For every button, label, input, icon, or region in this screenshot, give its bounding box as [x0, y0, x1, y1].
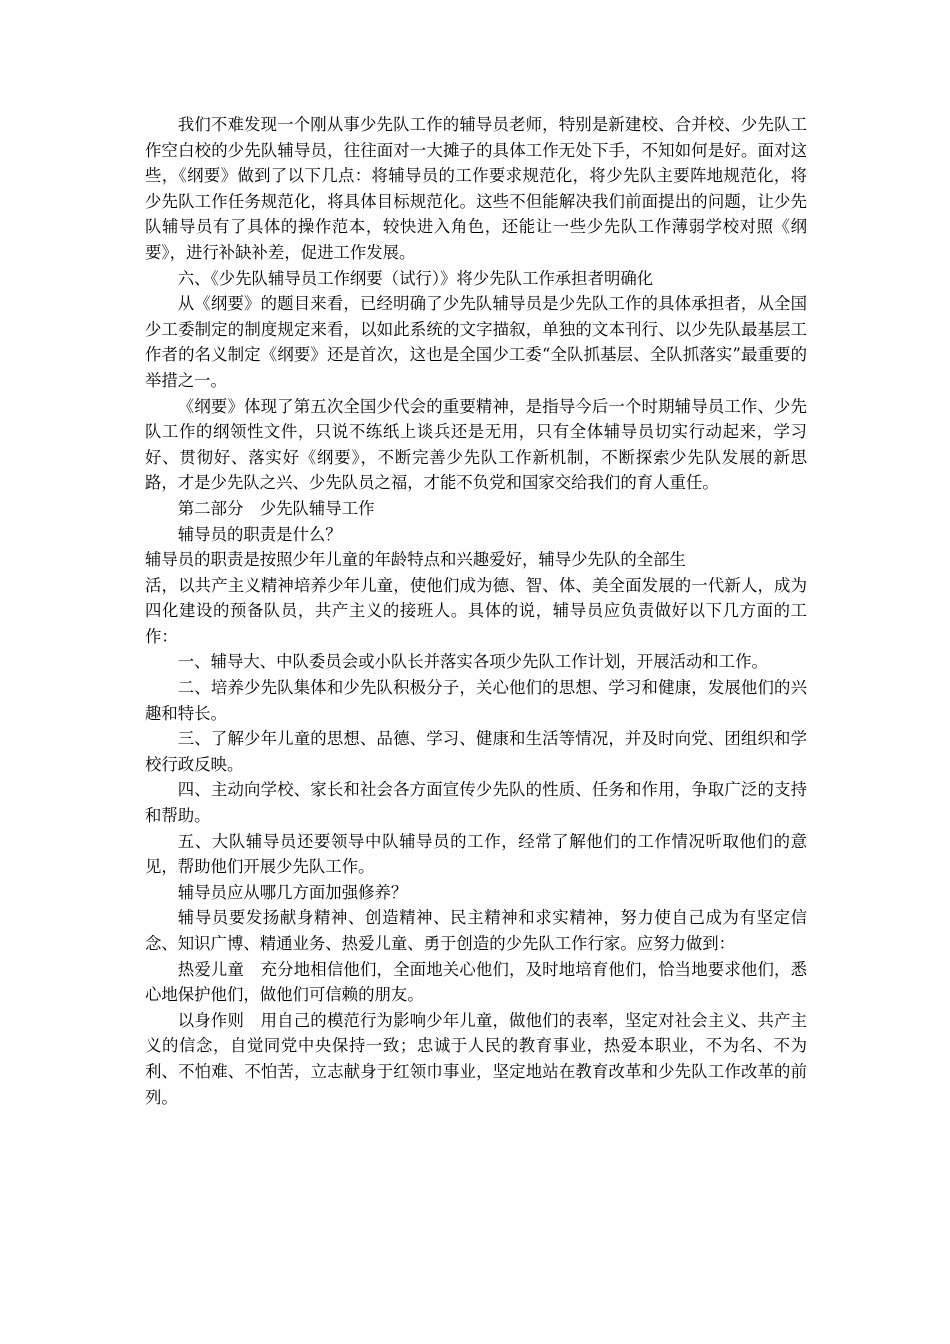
duty-item-four: 四、主动向学校、家长和社会各方面宣传少先队的性质、任务和作用，争取广泛的支持和帮助。: [145, 780, 807, 826]
part-two-heading: 第二部分 少先队辅导工作: [177, 498, 375, 518]
paragraph-title-meaning: 从《纲要》的题目来看，已经明确了少先队辅导员是少先队工作的具体承担者，从全国少工委制定的制度规定来看，以如此系统的文字描叙，单独的文本刊行、以少先队最基层工作者的名义制定《纲要》还是首次，这也是全国少工委“全队抓基层、全队抓落实”最重要的举措之一。: [145, 294, 807, 390]
document-body: [145, 112, 807, 1110]
paragraph-outline-spirit: 《纲要》体现了第五次全国少代会的重要精神，是指导今后一个时期辅导员工作、少先队工作的纲领性文件，只说不练纸上谈兵还是无用，只有全体辅导员切实行动起来，学习好、贯彻好、落实好《纲要》，不断完善少先队工作新机制，不断探索少先队发展的新思路，才是少先队之兴、少先队员之福，才能不负党和国家交给我们的育人重任。: [145, 396, 807, 493]
duty-item-three: 三、了解少年儿童的思想、品德、学习、健康和生活等情况，并及时向党、团组织和学校行政反映。: [145, 729, 807, 774]
paragraph-cultivation: 辅导员要发扬献身精神、创造精神、民主精神和求实精神，努力使自己成为有坚定信念、知识广博、精通业务、热爱儿童、勇于创造的少先队工作行家。应努力做到：: [145, 908, 807, 953]
question-cultivation: 辅导员应从哪几方面加强修养？: [177, 882, 408, 902]
duty-item-one: 一、辅导大、中队委员会或小队长并落实各项少先队工作计划，开展活动和工作。: [177, 652, 768, 672]
paragraph-love-children: 热爱儿童 充分地相信他们，全面地关心他们，及时地培育他们，恰当地要求他们，悉心地保护他们，做他们可信赖的朋友。: [145, 959, 807, 1005]
paragraph-standardization: 我们不难发现一个刚从事少先队工作的辅导员老师，特别是新建校、合并校、少先队工作空白校的少先队辅导员，往往面对一大摊子的具体工作无处下手，不知如何是好。面对这些，《纲要》做到了以下几点：将辅导员的工作要求规范化，将少先队主要阵地规范化，将少先队工作任务规范化，将具体目标规范化。这些不但能解决我们前面提出的问题，让少先队辅导员有了具体的操作范本，较快进入角色，还能让一些少先队工作薄弱学校对照《纲要》，进行补缺补差，促进工作发展。: [145, 115, 807, 262]
paragraph-duties-lead: 辅导员的职责是按照少年儿童的年龄特点和兴趣爱好，辅导少先队的全部生: [145, 550, 686, 570]
duty-item-two: 二、培养少先队集体和少先队积极分子，关心他们的思想、学习和健康，发展他们的兴趣和特长。: [145, 678, 807, 723]
section-heading-six: 六、《少先队辅导员工作纲要（试行）》将少先队工作承担者明确化: [177, 268, 654, 288]
question-duties: 辅导员的职责是什么？: [177, 524, 342, 544]
paragraph-lead-by-example: 以身作则 用自己的模范行为影响少年儿童，做他们的表率，坚定对社会主义、共产主义的信念，自觉同党中央保持一致；忠诚于人民的教育事业，热爱本职业，不为名、不为利、不怕难、不怕苦，立志献身于红领巾事业，坚定地站在教育改革和少先队工作改革的前列。: [145, 1010, 807, 1107]
duty-item-five: 五、大队辅导员还要领导中队辅导员的工作，经常了解他们的工作情况听取他们的意见，帮助他们开展少先队工作。: [145, 831, 807, 877]
paragraph-duties-body: 活，以共产主义精神培养少年儿童，使他们成为德、智、体、美全面发展的一代新人，成为四化建设的预备队员，共产主义的接班人。具体的说，辅导员应负责做好以下几方面的工作：: [145, 575, 807, 646]
